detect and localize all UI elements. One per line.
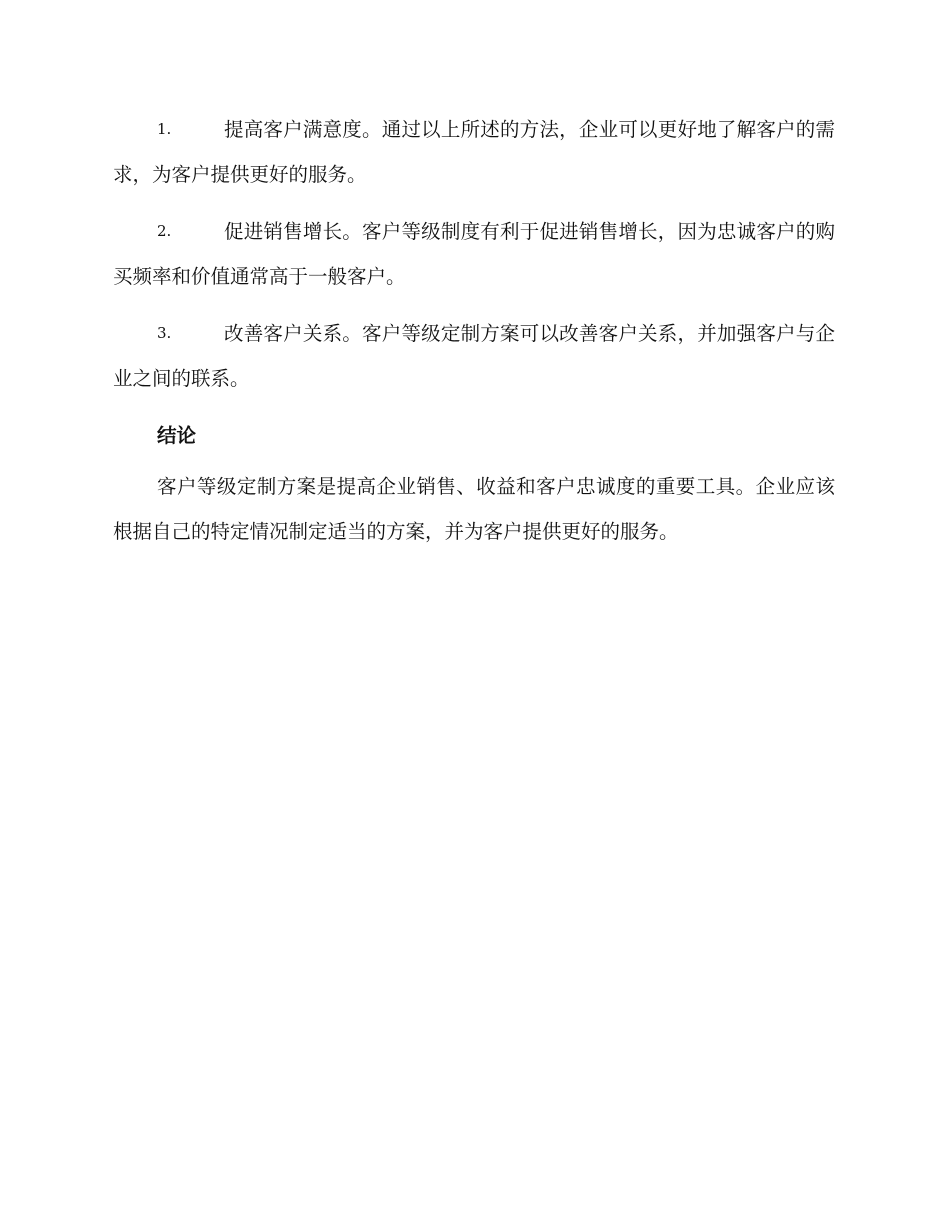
list-item-3 [113, 311, 835, 401]
list-number: 3. [157, 324, 172, 342]
list-item-text: 促进销售增长。客户等级制度有利于促进销售增长，因为忠诚客户的购买频率和价值通常高于一般客户。 [113, 220, 835, 288]
list-item-text: 提高客户满意度。通过以上所述的方法，企业可以更好地了解客户的需求，为客户提供更好的服务。 [113, 118, 835, 186]
document-content [113, 107, 835, 554]
conclusion-heading: 结论 [157, 424, 197, 447]
list-item-2 [113, 209, 835, 299]
list-item-text: 改善客户关系。客户等级定制方案可以改善客户关系，并加强客户与企业之间的联系。 [113, 322, 835, 390]
list-number: 1. [157, 120, 172, 138]
conclusion-paragraph: 客户等级定制方案是提高企业销售、收益和客户忠诚度的重要工具。企业应该根据自己的特定情况制定适当的方案，并为客户提供更好的服务。 [113, 475, 835, 543]
list-item-1 [113, 107, 835, 197]
list-number: 2. [157, 222, 172, 240]
